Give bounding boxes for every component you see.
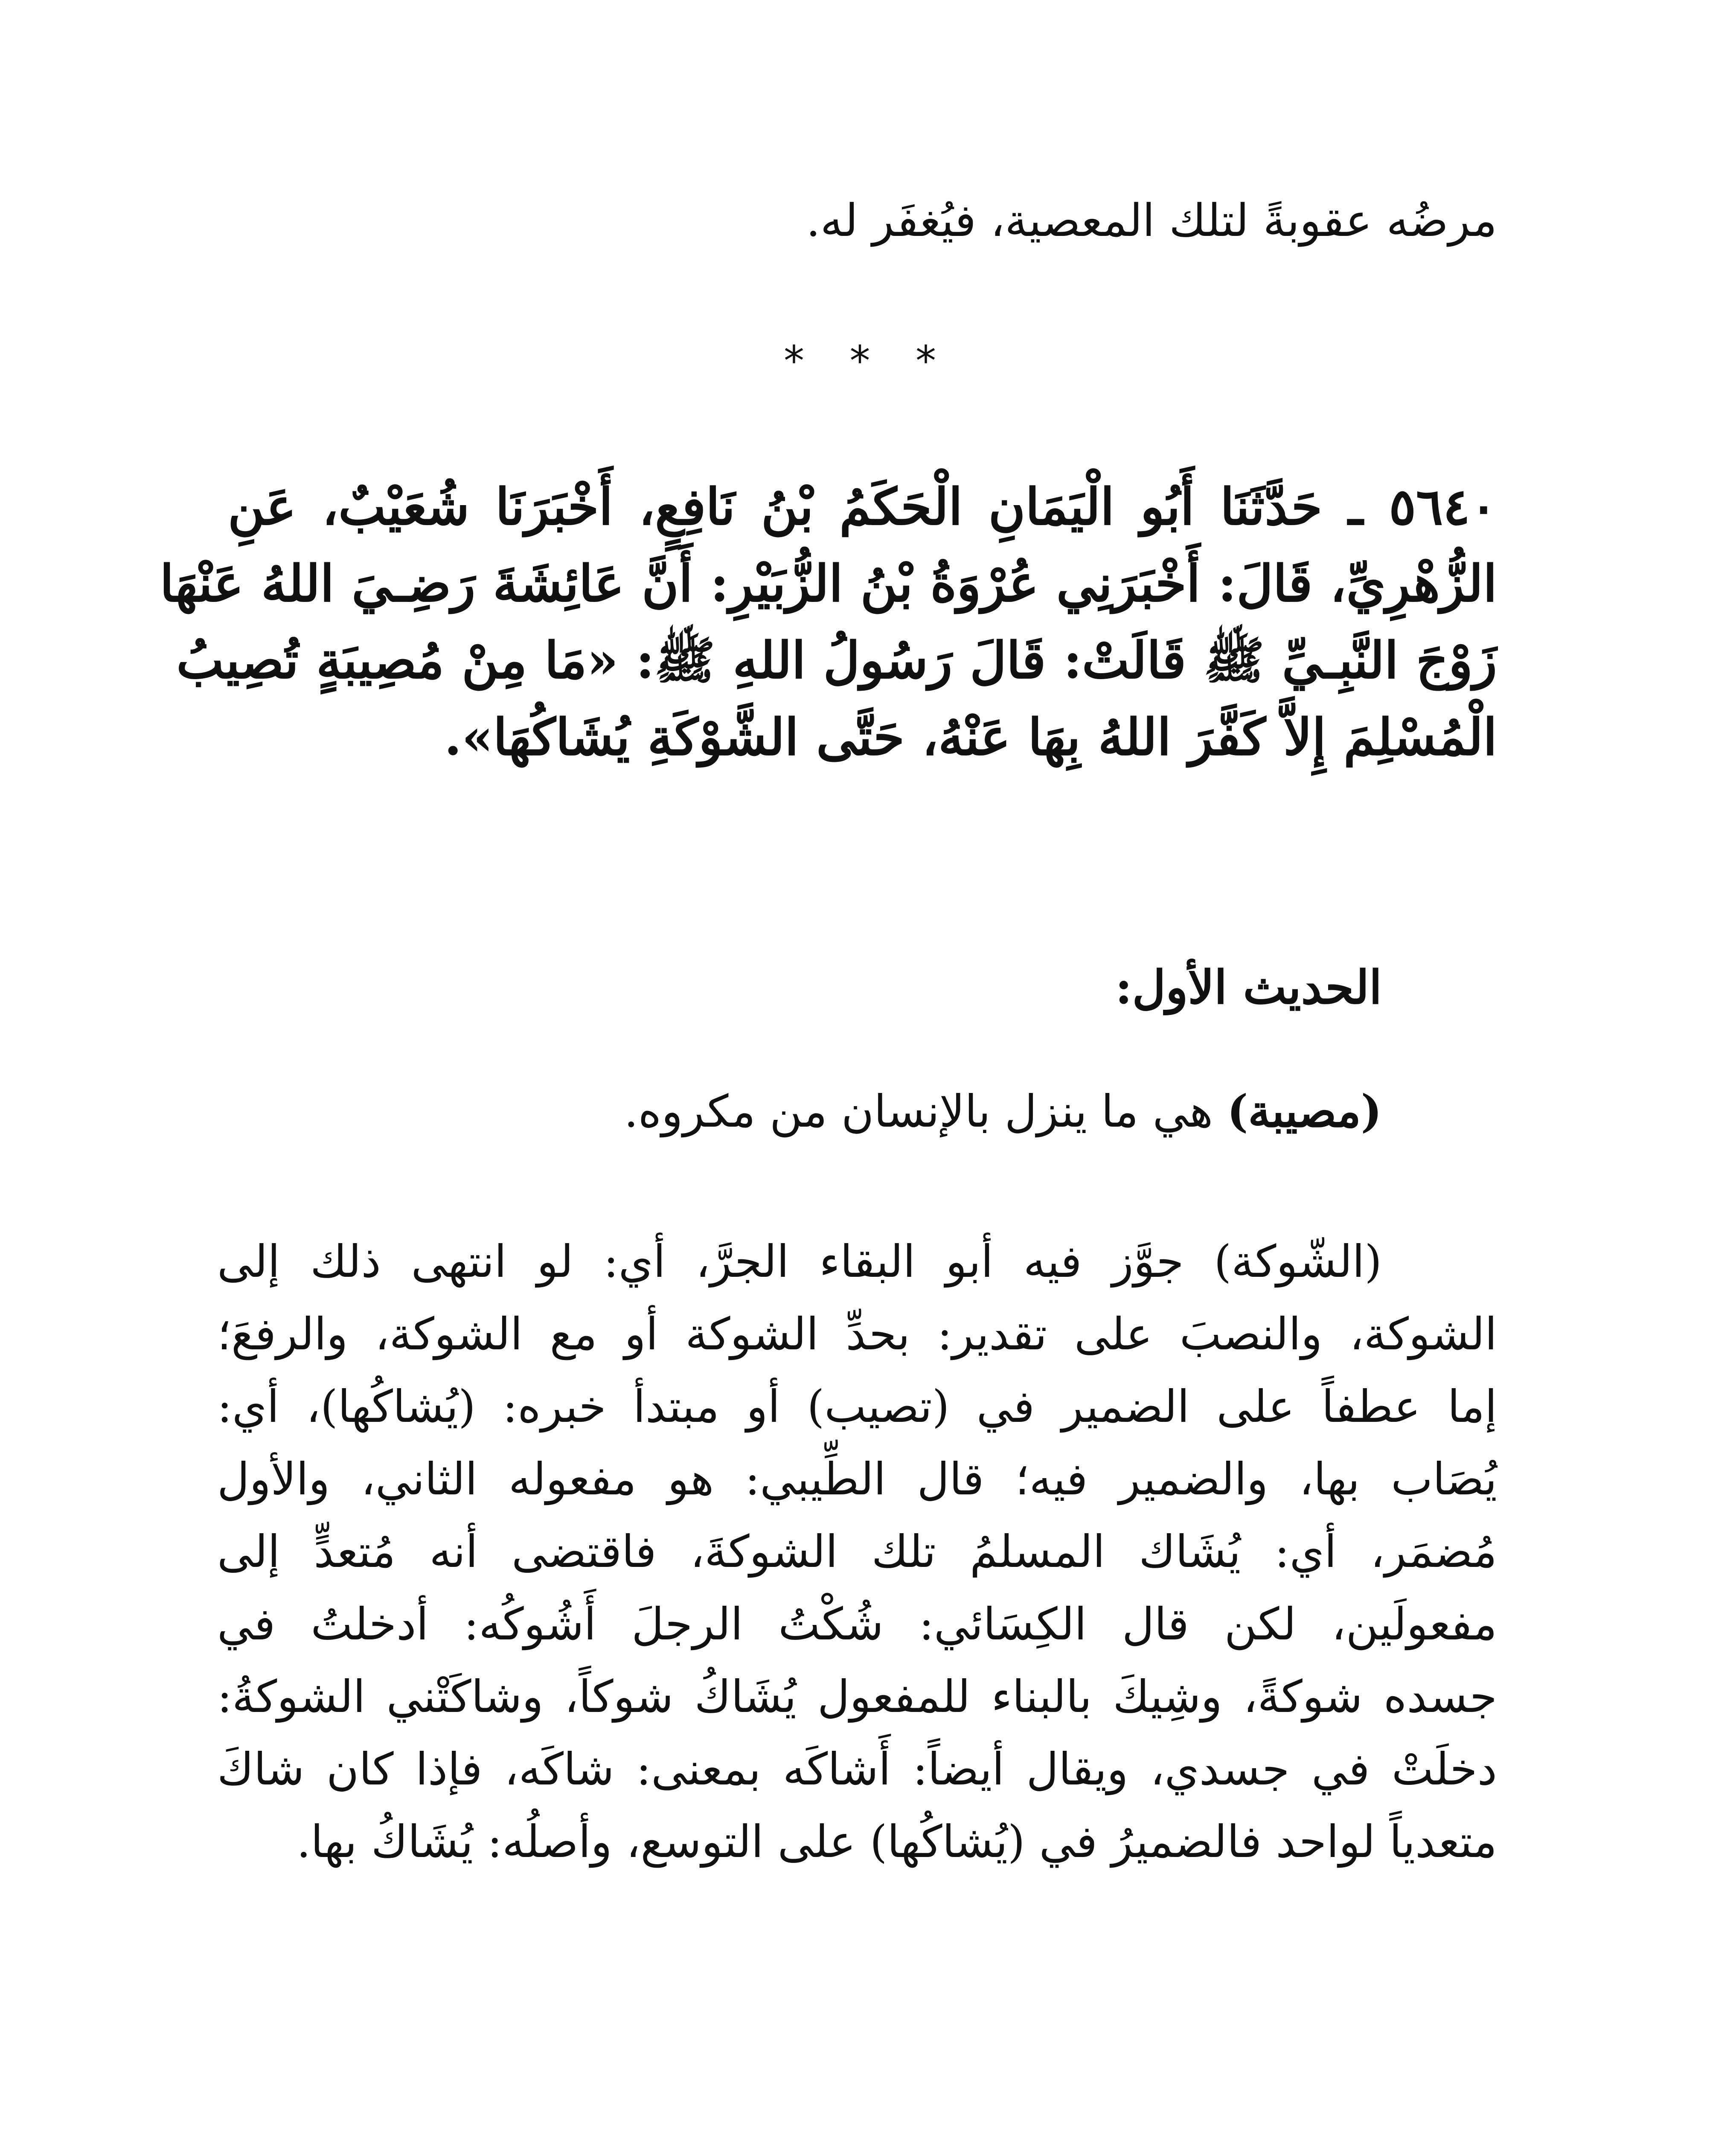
commentary-line-8: دخلَتْ في جسدي، ويقال أيضاً: أَشاكَه بمعنى: شاكَه، فإذا كان شاكَ bbox=[217, 1743, 1497, 1795]
commentary-line-5: مُضمَر، أي: يُشَاك المسلمُ تلك الشوكةَ، فاقتضى أنه مُتعدٍّ إلى bbox=[217, 1526, 1497, 1578]
commentary-line-1: (الشّوكة) جوَّز فيه أبو البقاء الجرَّ، أي: لو انتهى ذلك إلى bbox=[217, 1235, 1382, 1287]
hadith-line-1: ٥٦٤٠ ـ حَدَّثَنَا أَبُو الْيَمَانِ الْحَكَمُ بْنُ نَافِعٍ، أَخْبَرَنَا شُعَيْبٌ، عَنِ bbox=[228, 477, 1497, 536]
section-heading: الحديث الأول: bbox=[1115, 961, 1382, 1014]
definition-paragraph bbox=[624, 1079, 1382, 1143]
asterisk-separator: * * * bbox=[783, 337, 953, 385]
hadith-line-3: زَوْجَ النَّبِـيِّ ﷺ قَالَتْ: قَالَ رَسُولُ اللهِ ﷺ: «مَا مِنْ مُصِيبَةٍ تُصِيبُ bbox=[176, 631, 1497, 690]
continuation-line: مرضُه عقوبةً لتلك المعصية، فيُغفَر له. bbox=[806, 195, 1497, 247]
commentary-line-7: جسده شوكةً، وشِيكَ بالبناء للمفعول يُشَاكُ شوكاً، وشاكَتْني الشوكةُ: bbox=[217, 1671, 1497, 1723]
commentary-line-2: الشوكة، والنصبَ على تقدير: بحدِّ الشوكة أو مع الشوكة، والرفعَ؛ bbox=[217, 1308, 1497, 1360]
commentary-line-9: متعدياً لواحد فالضميرُ في (يُشاكُها) على التوسع، وأصلُه: يُشَاكُ بها. bbox=[297, 1816, 1497, 1868]
hadith-line-2: الزُّهْرِيِّ، قَالَ: أَخْبَرَنِي عُرْوَةُ بْنُ الزُّبَيْرِ: أَنَّ عَائِشَةَ رَضِـيَ اللهُ عَنْهَا bbox=[160, 554, 1497, 613]
definition-text: هي ما ينزل بالإنسان من مكروه. bbox=[624, 1085, 1227, 1137]
commentary-line-3: إما عطفاً على الضمير في (تصيب) أو مبتدأ خبره: (يُشاكُها)، أي: bbox=[217, 1380, 1497, 1433]
commentary-line-4: يُصَاب بها، والضمير فيه؛ قال الطِّيبي: هو مفعوله الثاني، والأول bbox=[217, 1453, 1497, 1505]
hadith-line-4: الْمُسْلِمَ إِلاَّ كَفَّرَ اللهُ بِهَا عَنْهُ، حَتَّى الشَّوْكَةِ يُشَاكُهَا». bbox=[444, 707, 1497, 767]
commentary-line-6: مفعولَين، لكن قال الكِسَائي: شُكْتُ الرجلَ أَشُوكُه: أدخلتُ في bbox=[217, 1598, 1497, 1650]
definition-term: (مصيبة) bbox=[1227, 1085, 1382, 1137]
